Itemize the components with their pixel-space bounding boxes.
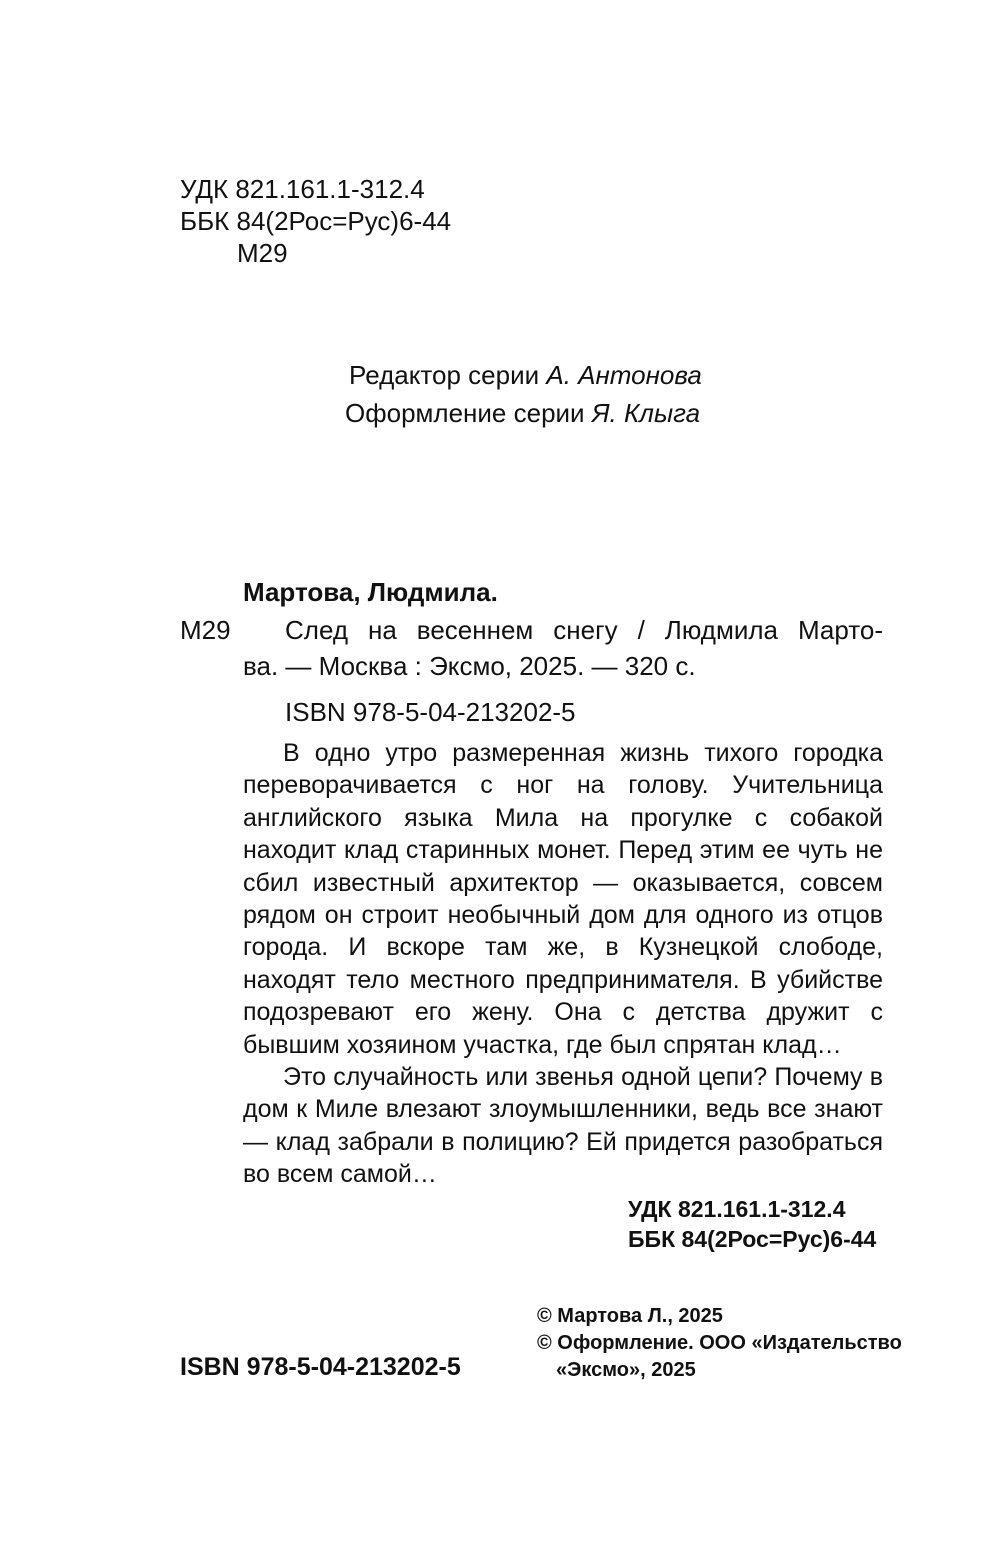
- annotation-paragraph-1: В одно утро размеренная жизнь тихого городка переворачивается с ног на голову. Учительница английского языка Мила на прогулке с собакой находит клад старинных монет. Перед этим ее чуть не сбил известный архитектор — оказывается, совсем рядом он строит необычный дом для одного из отцов города. И вскоре там же, в Кузнецкой слободе, находят тело местного предпринимателя. В убийстве подозревают его жену. Она с детства дружит с бывшим хозяином участка, где был спрятан клад…: [243, 739, 883, 1059]
- copyright-design-line-2: «Эксмо», 2025: [556, 1359, 696, 1381]
- series-design-label: Оформление серии: [345, 398, 585, 428]
- author-sign: М29: [180, 615, 231, 645]
- author-sign-top: М29: [237, 238, 288, 268]
- isbn-footer: ISBN 978-5-04-213202-5: [180, 1353, 461, 1381]
- title-line-2: ва. — Москва : Эксмо, 2025. — 320 с.: [243, 651, 696, 681]
- annotation: [243, 737, 883, 1191]
- series-editor-name: А. Антонова: [546, 360, 702, 390]
- series-design-name: Я. Клыга: [591, 398, 701, 428]
- udk-top: УДК 821.161.1-312.4: [180, 174, 425, 204]
- title-line-1: След на весеннем снегу / Людмила Марто-: [285, 615, 883, 645]
- series-design-line: [345, 396, 700, 430]
- bbk-top: ББК 84(2Рос=Рус)6-44: [180, 206, 452, 236]
- copyright-author: © Мартова Л., 2025: [537, 1305, 723, 1327]
- copyright-design-line-1: © Оформление. ООО «Издательство: [537, 1332, 902, 1354]
- author-heading: Мартова, Людмила.: [243, 577, 498, 607]
- udk-bottom: УДК 821.161.1-312.4: [628, 1196, 846, 1222]
- bbk-bottom: ББК 84(2Рос=Рус)6-44: [628, 1226, 877, 1252]
- annotation-paragraph-2: Это случайность или звенья одной цепи? Почему в дом к Миле влезают злоумышленники, ведь все знают — клад забрали в полицию? Ей придется разобраться во всем самой…: [243, 1063, 883, 1189]
- isbn-record: ISBN 978-5-04-213202-5: [285, 697, 576, 727]
- series-editor-label: Редактор серии: [349, 360, 540, 390]
- series-editor-line: [349, 358, 702, 392]
